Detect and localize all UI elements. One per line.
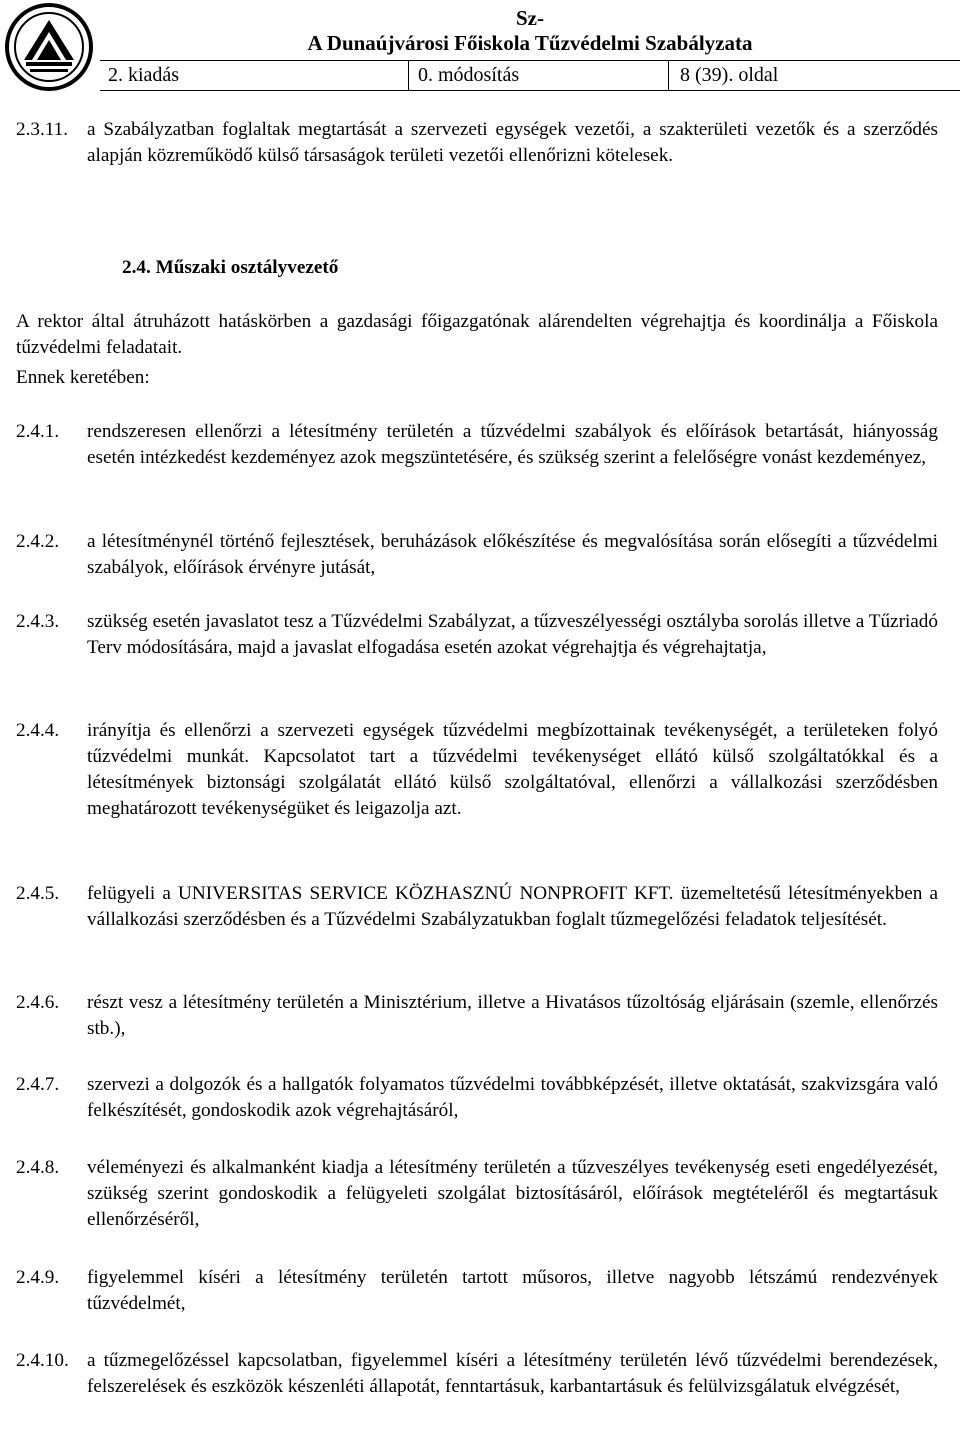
list-item [16,1348,938,1400]
list-item [16,1155,938,1233]
college-logo-icon [4,2,94,92]
list-item [16,990,938,1042]
header-cell-separator [408,61,409,91]
header-bottom-divider [100,90,960,91]
item-number: 2.4.10. [16,1350,69,1371]
list-item [16,609,938,661]
item-text: a tűzmegelőzéssel kapcsolatban, figyelemmel kíséri a létesítmény területén lévő tűzvédelmi berendezések, felszerelések és eszközök készenléti állapotát, fenntartásuk, karbantartásuk és felülvizsgálatuk elvégzését, [87,1350,938,1397]
header-title-line1: Sz- [516,6,544,30]
item-number: 2.4.1. [16,421,60,442]
item-number: 2.4.7. [16,1074,60,1095]
item-number: 2.4.8. [16,1157,60,1178]
header-title [100,6,960,56]
item-text: irányítja és ellenőrzi a szervezeti egységek tűzvédelmi megbízottainak tevékenységét, a területeken folyó tűzvédelmi munkát. Kapcsolatot tart a tűzvédelmi tevékenységet ellátó külső szolgáltatókkal és a létesítmények biztonsági szolgálatát ellátó külső szolgáltatóval, ellenőrzi a vállalkozási szerződésben meghatározott tevékenységüket és leigazolja azt. [87,720,938,819]
list-item [16,529,938,581]
document-header [0,0,960,96]
intro-paragraph: A rektor által átruházott hatáskörben a gazdasági főigazgatónak alárendelten végrehajtja és koordinálja a Főiskola tűzvédelmi feladatait. [16,311,938,358]
edition-label: 2. kiadás [108,64,180,86]
item-number: 2.4.9. [16,1267,60,1288]
list-item [16,1072,938,1124]
list-item [16,718,938,822]
item-text: figyelemmel kíséri a létesítmény területén tartott műsoros, illetve nagyobb létszámú rendezvények tűzvédelmét, [87,1267,938,1314]
item-text: felügyeli a UNIVERSITAS SERVICE KÖZHASZNÚ NONPROFIT KFT. üzemeltetésű létesítményekben a vállalkozási szerződésben és a Tűzvédelmi Szabályzatukban foglalt tűzmegelőzési feladatok teljesítését. [87,883,938,930]
list-item [16,881,938,933]
page-number-label: 8 (39). oldal [680,64,779,86]
list-item [16,1265,938,1317]
item-number: 2.4.4. [16,720,60,741]
list-item [16,419,938,471]
header-title-line2: A Dunaújvárosi Főiskola Tűzvédelmi Szabályzata [307,31,753,55]
item-text: szükség esetén javaslatot tesz a Tűzvédelmi Szabályzat, a tűzveszélyességi osztályba sorolás illetve a Tűzriadó Terv módosítására, majd a javaslat elfogadása esetén azokat végrehajtja és végrehajtatja, [87,611,938,658]
item-text: a létesítménynél történő fejlesztések, beruházások előkészítése és megvalósítása során elősegíti a tűzvédelmi szabályok, előírások érvényre jutását, [87,531,938,578]
modification-label: 0. módosítás [418,64,520,86]
item-number: 2.4.3. [16,611,60,632]
header-cell-separator [668,61,669,91]
item-text: részt vesz a létesítmény területén a Minisztérium, illetve a Hivatásos tűzoltóság eljárásain (szemle, ellenőrzés stb.), [87,992,938,1039]
list-item [16,117,938,169]
item-text: véleményezi és alkalmanként kiadja a létesítmény területén a tűzveszélyes tevékenység eseti engedélyezését, szükség szerint gondoskodik a felügyeleti szolgálat biztosításáról, előírások megtételéről és megtartásuk ellenőrzéséről, [87,1157,938,1230]
item-number: 2.3.11. [16,119,69,140]
item-number: 2.4.2. [16,531,60,552]
item-text: a Szabályzatban foglaltak megtartását a szervezeti egységek vezetői, a szakterületi vezetők és a szerződés alapján közreműködő külső társaságok területi vezetői ellenőrizni kötelesek. [87,119,938,166]
intro-subtext: Ennek keretében: [16,367,150,388]
item-text: rendszeresen ellenőrzi a létesítmény területén a tűzvédelmi szabályok és előírások betartását, hiányosság esetén intézkedést kezdeményez azok megszüntetésére, és szükség szerint a felelőségre vonást kezdeményez, [87,421,938,468]
item-number: 2.4.6. [16,992,60,1013]
section-heading: 2.4. Műszaki osztályvezető [122,257,339,278]
item-number: 2.4.5. [16,883,60,904]
item-text: szervezi a dolgozók és a hallgatók folyamatos tűzvédelmi továbbképzését, illetve oktatását, szakvizsgára való felkészítését, gondoskodik azok végrehajtásáról, [87,1074,938,1121]
header-divider [100,60,960,61]
